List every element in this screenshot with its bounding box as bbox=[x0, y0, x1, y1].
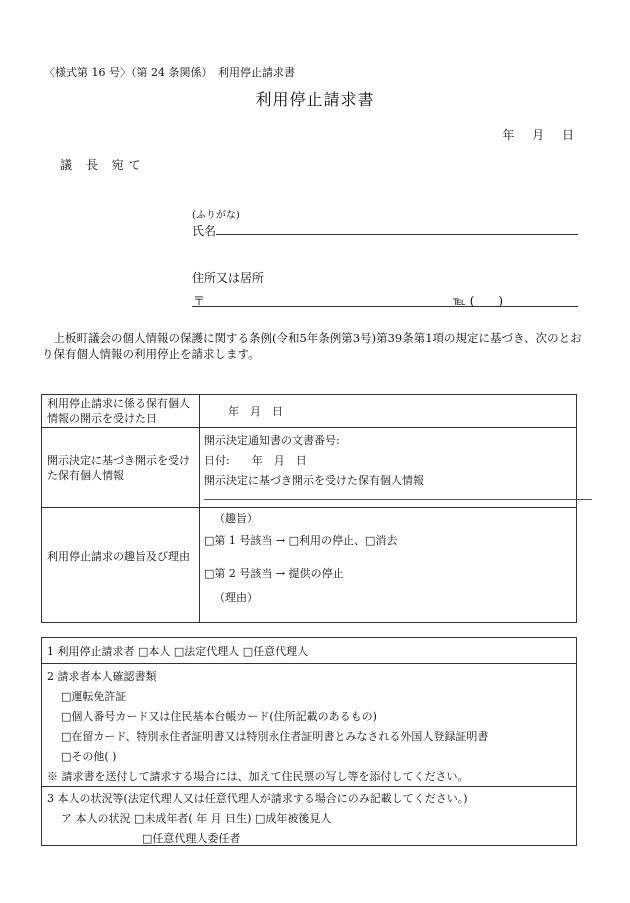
table-row-divider bbox=[42, 786, 576, 787]
purpose-heading: （趣旨） bbox=[214, 512, 258, 525]
requester-type-row[interactable]: 1 利用停止請求者 □本人 □法定代理人 □任意代理人 bbox=[47, 645, 309, 658]
intro-paragraph: 上板町議会の個人情報の保護に関する条例(令和5年条例第3号)第39条第1項の規定に基づき、次のとおり保有個人情報の利用停止を請求します。 bbox=[42, 331, 582, 361]
principal-status-row[interactable]: ア 本人の状況 □未成年者( 年 月 日生) □成年被後見人 bbox=[61, 812, 332, 825]
disclosed-info-label: 開示決定に基づき開示を受けた保有個人情報 bbox=[47, 454, 190, 482]
form-reference: 〈様式第 16 号〉（第 24 条関係） 利用停止請求書 bbox=[44, 66, 295, 79]
disclosure-date-label: 利用停止請求に係る保有個人情報の開示を受けた日 bbox=[47, 397, 190, 425]
id-document-item[interactable]: □その他( ) bbox=[61, 750, 117, 763]
principal-status-row[interactable]: □任意代理人委任者 bbox=[142, 832, 241, 845]
postal-mark: 〒 bbox=[193, 294, 206, 308]
requester-info-table bbox=[41, 637, 577, 846]
name-field[interactable] bbox=[216, 234, 578, 235]
note-text: ※ 請求書を送付して請求する場合には、加えて住民票の写し等を添付してください。 bbox=[47, 770, 469, 783]
disclosed-info-field[interactable] bbox=[204, 499, 592, 500]
id-document-item[interactable]: □個人番号カード又は住民基本台帳カード(住所記載のあるもの) bbox=[61, 710, 377, 723]
table-divider bbox=[199, 395, 200, 622]
disclosure-date-value[interactable]: 年 月 日 bbox=[228, 405, 283, 418]
furigana-label: (ふりがな) bbox=[192, 210, 240, 221]
request-details-table bbox=[41, 394, 577, 623]
table-row-divider bbox=[42, 427, 576, 428]
address-field[interactable] bbox=[192, 306, 578, 307]
option-item-2[interactable]: □第 2 号該当 → 提供の停止 bbox=[204, 567, 344, 580]
reason-heading: （理由） bbox=[214, 591, 258, 604]
addressee: 議 長 宛て bbox=[60, 158, 146, 172]
id-document-item[interactable]: □在留カード、特別永住者証明書又は特別永住者証明書とみなされる外国人登録証明書 bbox=[61, 730, 489, 743]
address-label: 住所又は居所 bbox=[192, 271, 265, 285]
document-title: 利用停止請求書 bbox=[255, 90, 375, 109]
option-item-1[interactable]: □第 1 号該当 → □利用の停止、□消去 bbox=[204, 534, 398, 547]
date-field[interactable]: 年 月 日 bbox=[502, 128, 574, 142]
id-documents-heading: 2 請求者本人確認書類 bbox=[47, 670, 157, 683]
name-label: 氏名 bbox=[192, 224, 217, 238]
disclosed-info-field-label: 開示決定に基づき開示を受けた保有個人情報 bbox=[204, 474, 424, 487]
tel-label: ℡ ( ) bbox=[453, 294, 504, 308]
table-row-divider bbox=[42, 507, 576, 508]
id-document-item[interactable]: □運転免許証 bbox=[61, 690, 127, 703]
document-number-field[interactable]: 開示決定通知書の文書番号: bbox=[204, 434, 340, 447]
principal-status-heading: 3 本人の状況等(法定代理人又は任意代理人が請求する場合にのみ記載してください。) bbox=[47, 792, 468, 805]
disclosure-decision-date[interactable]: 日付: 年 月 日 bbox=[204, 454, 307, 467]
purpose-reason-label: 利用停止請求の趣旨及び理由 bbox=[47, 550, 190, 563]
table-row-divider bbox=[42, 663, 576, 664]
